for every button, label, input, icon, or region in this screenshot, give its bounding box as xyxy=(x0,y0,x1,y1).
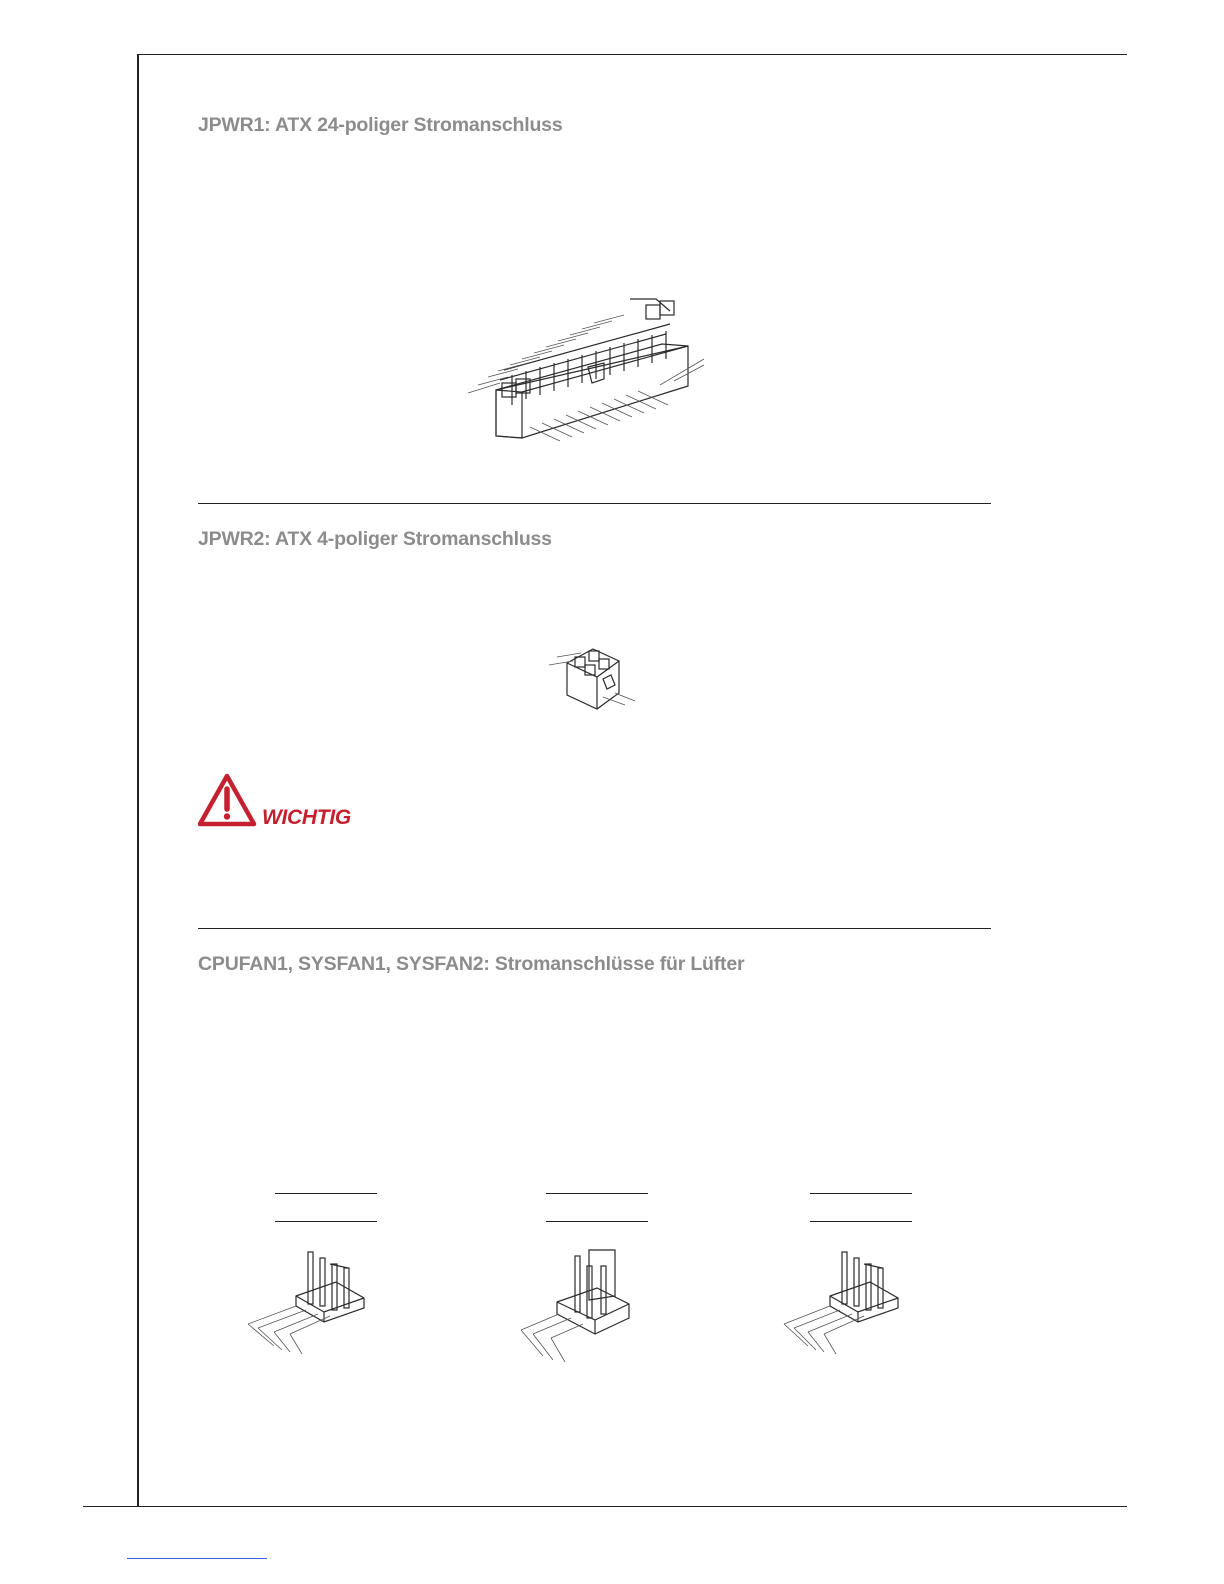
sysfan2-label-rule-1 xyxy=(810,1193,912,1194)
cpufan-connector-diagram xyxy=(244,1246,374,1361)
section-divider-1 xyxy=(198,503,991,504)
cpufan-label-rule-2 xyxy=(275,1221,377,1222)
sysfan2-label-rule-2 xyxy=(810,1221,912,1222)
cpufan-label-rule-1 xyxy=(275,1193,377,1194)
sysfan1-label-rule-2 xyxy=(546,1221,648,1222)
sysfan1-label-rule-1 xyxy=(546,1193,648,1194)
footer-link-rule xyxy=(127,1558,267,1559)
jpwr2-connector-diagram xyxy=(545,643,645,715)
frame-left-rule xyxy=(137,54,139,1507)
warning-triangle-icon xyxy=(197,772,257,828)
jpwr1-heading: JPWR1: ATX 24-poliger Stromanschluss xyxy=(198,114,563,136)
sysfan1-connector-diagram xyxy=(517,1246,647,1366)
fans-heading: CPUFAN1, SYSFAN1, SYSFAN2: Stromanschlüsse für Lüfter xyxy=(198,953,745,975)
sysfan2-connector-diagram xyxy=(780,1246,910,1361)
jpwr2-heading: JPWR2: ATX 4-poliger Stromanschluss xyxy=(198,528,552,550)
jpwr1-connector-diagram xyxy=(460,295,720,455)
section-divider-2 xyxy=(198,928,991,929)
frame-top-rule xyxy=(137,54,1127,55)
important-label: WICHTIG xyxy=(262,806,351,829)
frame-bottom-rule xyxy=(83,1506,1127,1507)
